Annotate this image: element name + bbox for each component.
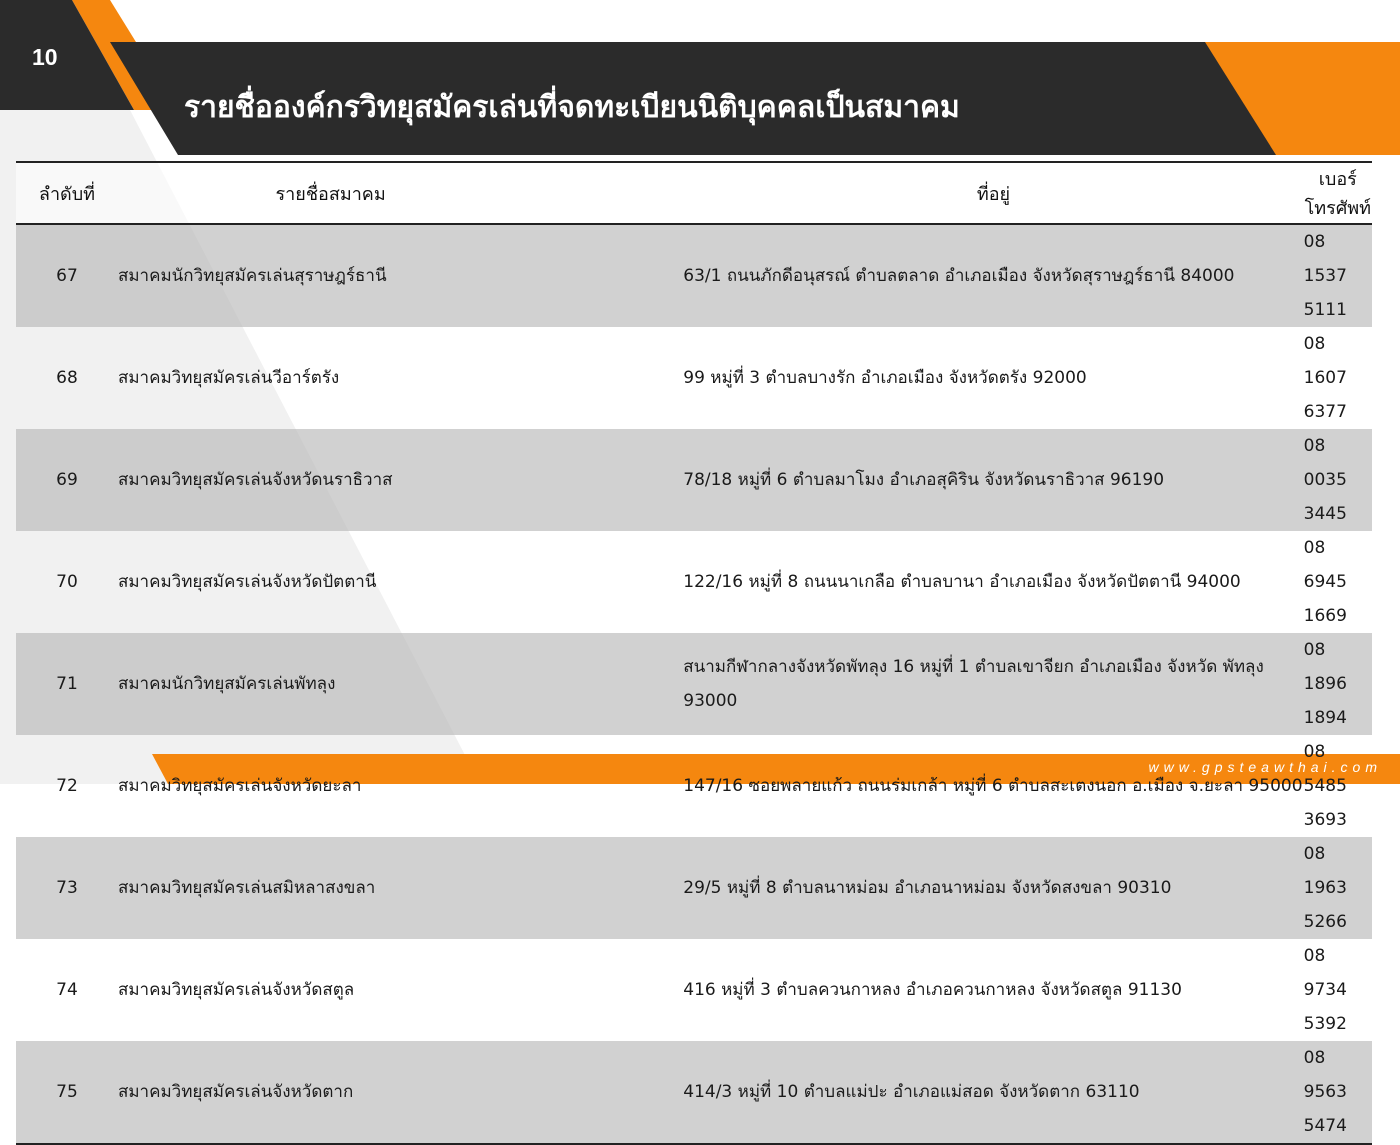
association-name: สมาคมวิทยุสมัครเล่นจังหวัดปัตตานี bbox=[117, 572, 377, 592]
association-name: สมาคมวิทยุสมัครเล่นจังหวัดตาก bbox=[118, 1041, 683, 1144]
association-phone: 08 1607 6377 bbox=[1303, 334, 1347, 422]
footer-website: www.gpsteawthai.com bbox=[1148, 759, 1382, 775]
table-row bbox=[16, 224, 1372, 327]
association-address: 99 หมู่ที่ 3 ตำบลบางรัก อำเภอเมือง จังหวัดตรัง 92000 bbox=[683, 368, 1087, 388]
association-name: สมาคมวิทยุสมัครเล่นวีอาร์ตรัง bbox=[117, 368, 340, 388]
association-phone: 08 6945 1669 bbox=[1303, 538, 1347, 626]
association-address: 147/16 ซอยพลายแก้ว ถนนร่มเกล้า หมู่ที่ 6 ตำบลสะเตงนอก อ.เมือง จ.ยะลา 95000 bbox=[683, 776, 1303, 796]
table-row bbox=[16, 429, 1372, 531]
table-row bbox=[16, 531, 1372, 633]
association-name: สมาคมวิทยุสมัครเล่นจังหวัดยะลา bbox=[117, 776, 362, 796]
column-header-address: ที่อยู่ bbox=[683, 162, 1303, 224]
association-name: สมาคมนักวิทยุสมัครเล่นสุราษฎร์ธานี bbox=[118, 224, 683, 327]
association-phone: 08 0035 3445 bbox=[1304, 429, 1372, 531]
column-header-name: รายชื่อสมาคม bbox=[118, 162, 683, 224]
association-phone: 08 5485 3693 bbox=[1303, 742, 1347, 830]
row-number: 71 bbox=[16, 633, 118, 735]
association-name: สมาคมวิทยุสมัครเล่นจังหวัดสตูล bbox=[117, 980, 355, 1000]
association-address: 122/16 หมู่ที่ 8 ถนนนาเกลือ ตำบลบานา อำเภอเมือง จังหวัดปัตตานี 94000 bbox=[683, 572, 1241, 592]
association-table bbox=[16, 161, 1372, 1145]
page-title: รายชื่อองค์กรวิทยุสมัครเล่นที่จดทะเบียนนิติบุคคลเป็นสมาคม bbox=[184, 90, 960, 125]
table-row bbox=[16, 939, 1372, 1041]
column-header-no: ลำดับที่ bbox=[16, 162, 118, 224]
column-header-phone: เบอร์โทรศัพท์ bbox=[1304, 162, 1372, 224]
table-row bbox=[16, 633, 1372, 735]
association-name: สมาคมวิทยุสมัครเล่นสมิหลาสงขลา bbox=[118, 837, 683, 939]
association-name: สมาคมนักวิทยุสมัครเล่นพัทลุง bbox=[118, 633, 683, 735]
association-phone: 08 1537 5111 bbox=[1304, 224, 1372, 327]
table-row bbox=[16, 837, 1372, 939]
row-number: 67 bbox=[16, 224, 118, 327]
association-address: 63/1 ถนนภักดีอนุสรณ์ ตำบลตลาด อำเภอเมือง จังหวัดสุราษฎร์ธานี 84000 bbox=[683, 224, 1303, 327]
row-number: 72 bbox=[56, 776, 78, 796]
table-row bbox=[16, 327, 1372, 429]
row-number: 68 bbox=[56, 368, 78, 388]
association-phone: 08 9563 5474 bbox=[1304, 1041, 1372, 1144]
association-address: 78/18 หมู่ที่ 6 ตำบลมาโมง อำเภอสุคิริน จังหวัดนราธิวาส 96190 bbox=[683, 429, 1303, 531]
association-address: 414/3 หมู่ที่ 10 ตำบลแม่ปะ อำเภอแม่สอด จังหวัดตาก 63110 bbox=[683, 1041, 1303, 1144]
table-row bbox=[16, 735, 1372, 837]
page-number: 10 bbox=[32, 44, 58, 70]
row-number: 74 bbox=[56, 980, 78, 1000]
row-number: 70 bbox=[56, 572, 78, 592]
association-name: สมาคมวิทยุสมัครเล่นจังหวัดนราธิวาส bbox=[118, 429, 683, 531]
row-number: 75 bbox=[16, 1041, 118, 1144]
row-number: 69 bbox=[16, 429, 118, 531]
table-row bbox=[16, 1041, 1372, 1144]
association-address: สนามกีฬากลางจังหวัดพัทลุง 16 หมู่ที่ 1 ตำบลเขาจียก อำเภอเมือง จังหวัด พัทลุง 93000 bbox=[683, 633, 1303, 735]
association-address: 416 หมู่ที่ 3 ตำบลควนกาหลง อำเภอควนกาหลง จังหวัดสตูล 91130 bbox=[683, 980, 1182, 1000]
association-phone: 08 1896 1894 bbox=[1304, 633, 1372, 735]
association-address: 29/5 หมู่ที่ 8 ตำบลนาหม่อม อำเภอนาหม่อม จังหวัดสงขลา 90310 bbox=[683, 837, 1303, 939]
row-number: 73 bbox=[16, 837, 118, 939]
association-phone: 08 1963 5266 bbox=[1304, 837, 1372, 939]
association-phone: 08 9734 5392 bbox=[1303, 946, 1347, 1034]
table-header-row bbox=[16, 162, 1372, 224]
